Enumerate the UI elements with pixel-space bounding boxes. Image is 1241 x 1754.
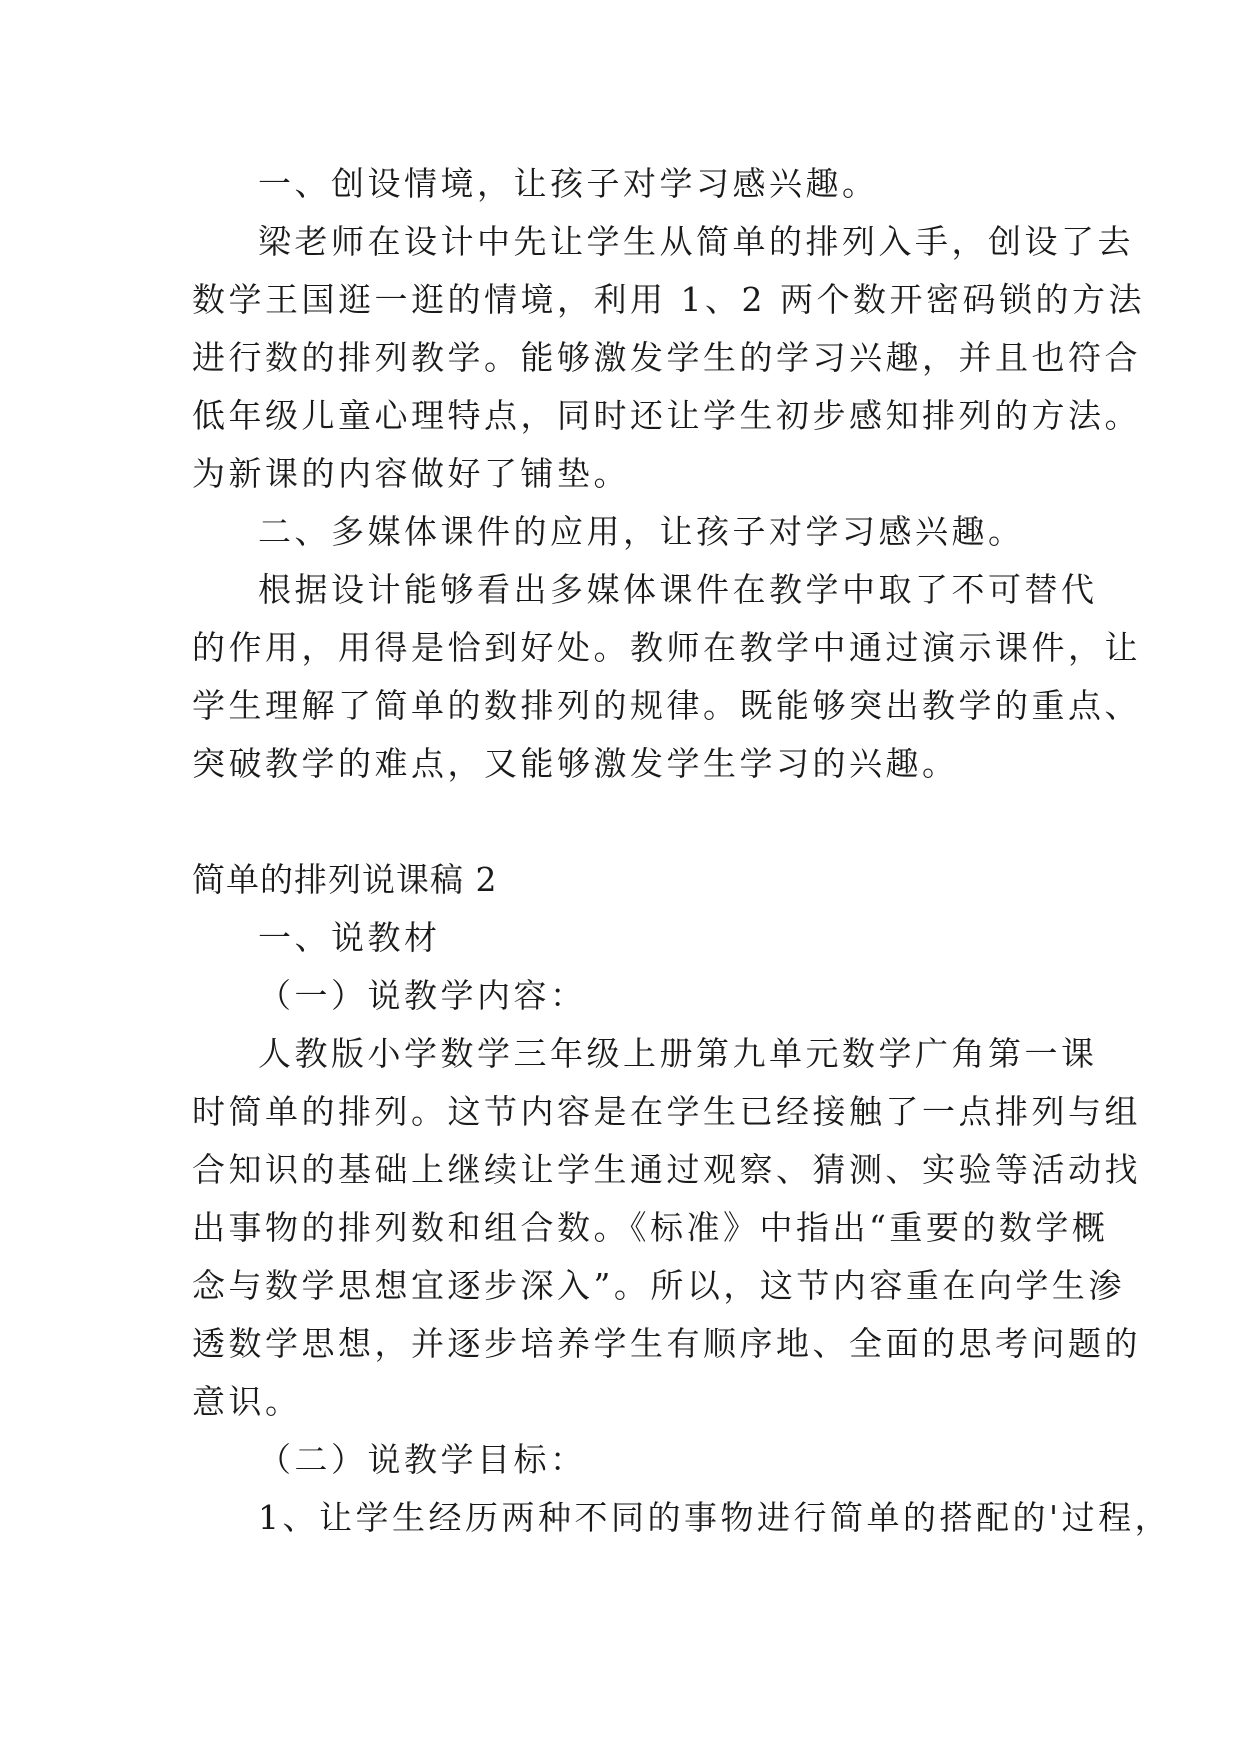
- paragraph-line: 根据设计能够看出多媒体课件在教学中取了不可替代: [258, 570, 1098, 609]
- subheading-goals: （二）说教学目标：: [258, 1440, 587, 1479]
- subheading-content: （一）说教学内容：: [258, 976, 587, 1015]
- section-gap: [192, 793, 1072, 851]
- paragraph-line: 意识。: [192, 1382, 302, 1421]
- paragraph-line: 合知识的基础上继续让学生通过观察、猜测、实验等活动找: [192, 1150, 1141, 1189]
- heading-situation: 一、创设情境，让孩子对学习感兴趣。: [258, 164, 879, 203]
- paragraph-line: 数学王国逛一逛的情境，利用 1、2 两个数开密码锁的方法: [192, 280, 1145, 319]
- paragraph-line: 突破教学的难点，又能够激发学生学习的兴趣。: [192, 744, 959, 783]
- paragraph-line: 梁老师在设计中先让学生从简单的排列入手，创设了去: [258, 222, 1134, 261]
- paragraph-line: 念与数学思想宜逐步深入”。所以，这节内容重在向学生渗: [192, 1266, 1125, 1305]
- heading-multimedia: 二、多媒体课件的应用，让孩子对学习感兴趣。: [258, 512, 1025, 551]
- heading-textbook: 一、说教材: [258, 918, 441, 957]
- paragraph-line: 为新课的内容做好了铺垫。: [192, 454, 630, 493]
- paragraph-line: 人教版小学数学三年级上册第九单元数学广角第一课: [258, 1034, 1098, 1073]
- section-title: 简单的排列说课稿 2: [192, 860, 498, 899]
- document-page: [192, 155, 1172, 1547]
- paragraph-line: 进行数的排列教学。能够激发学生的学习兴趣，并且也符合: [192, 338, 1141, 377]
- paragraph-line: 低年级儿童心理特点，同时还让学生初步感知排列的方法。: [192, 396, 1141, 435]
- paragraph-line: 出事物的排列数和组合数。《标准》中指出“重要的数学概: [192, 1208, 1109, 1247]
- paragraph-line: 的作用，用得是恰到好处。教师在教学中通过演示课件，让: [192, 628, 1141, 667]
- paragraph-line: 1、让学生经历两种不同的事物进行简单的搭配的'过程，: [258, 1498, 1172, 1537]
- paragraph-line: 透数学思想，并逐步培养学生有顺序地、全面的思考问题的: [192, 1324, 1141, 1363]
- paragraph-line: 时简单的排列。这节内容是在学生已经接触了一点排列与组: [192, 1092, 1141, 1131]
- paragraph-line: 学生理解了简单的数排列的规律。既能够突出教学的重点、: [192, 686, 1141, 725]
